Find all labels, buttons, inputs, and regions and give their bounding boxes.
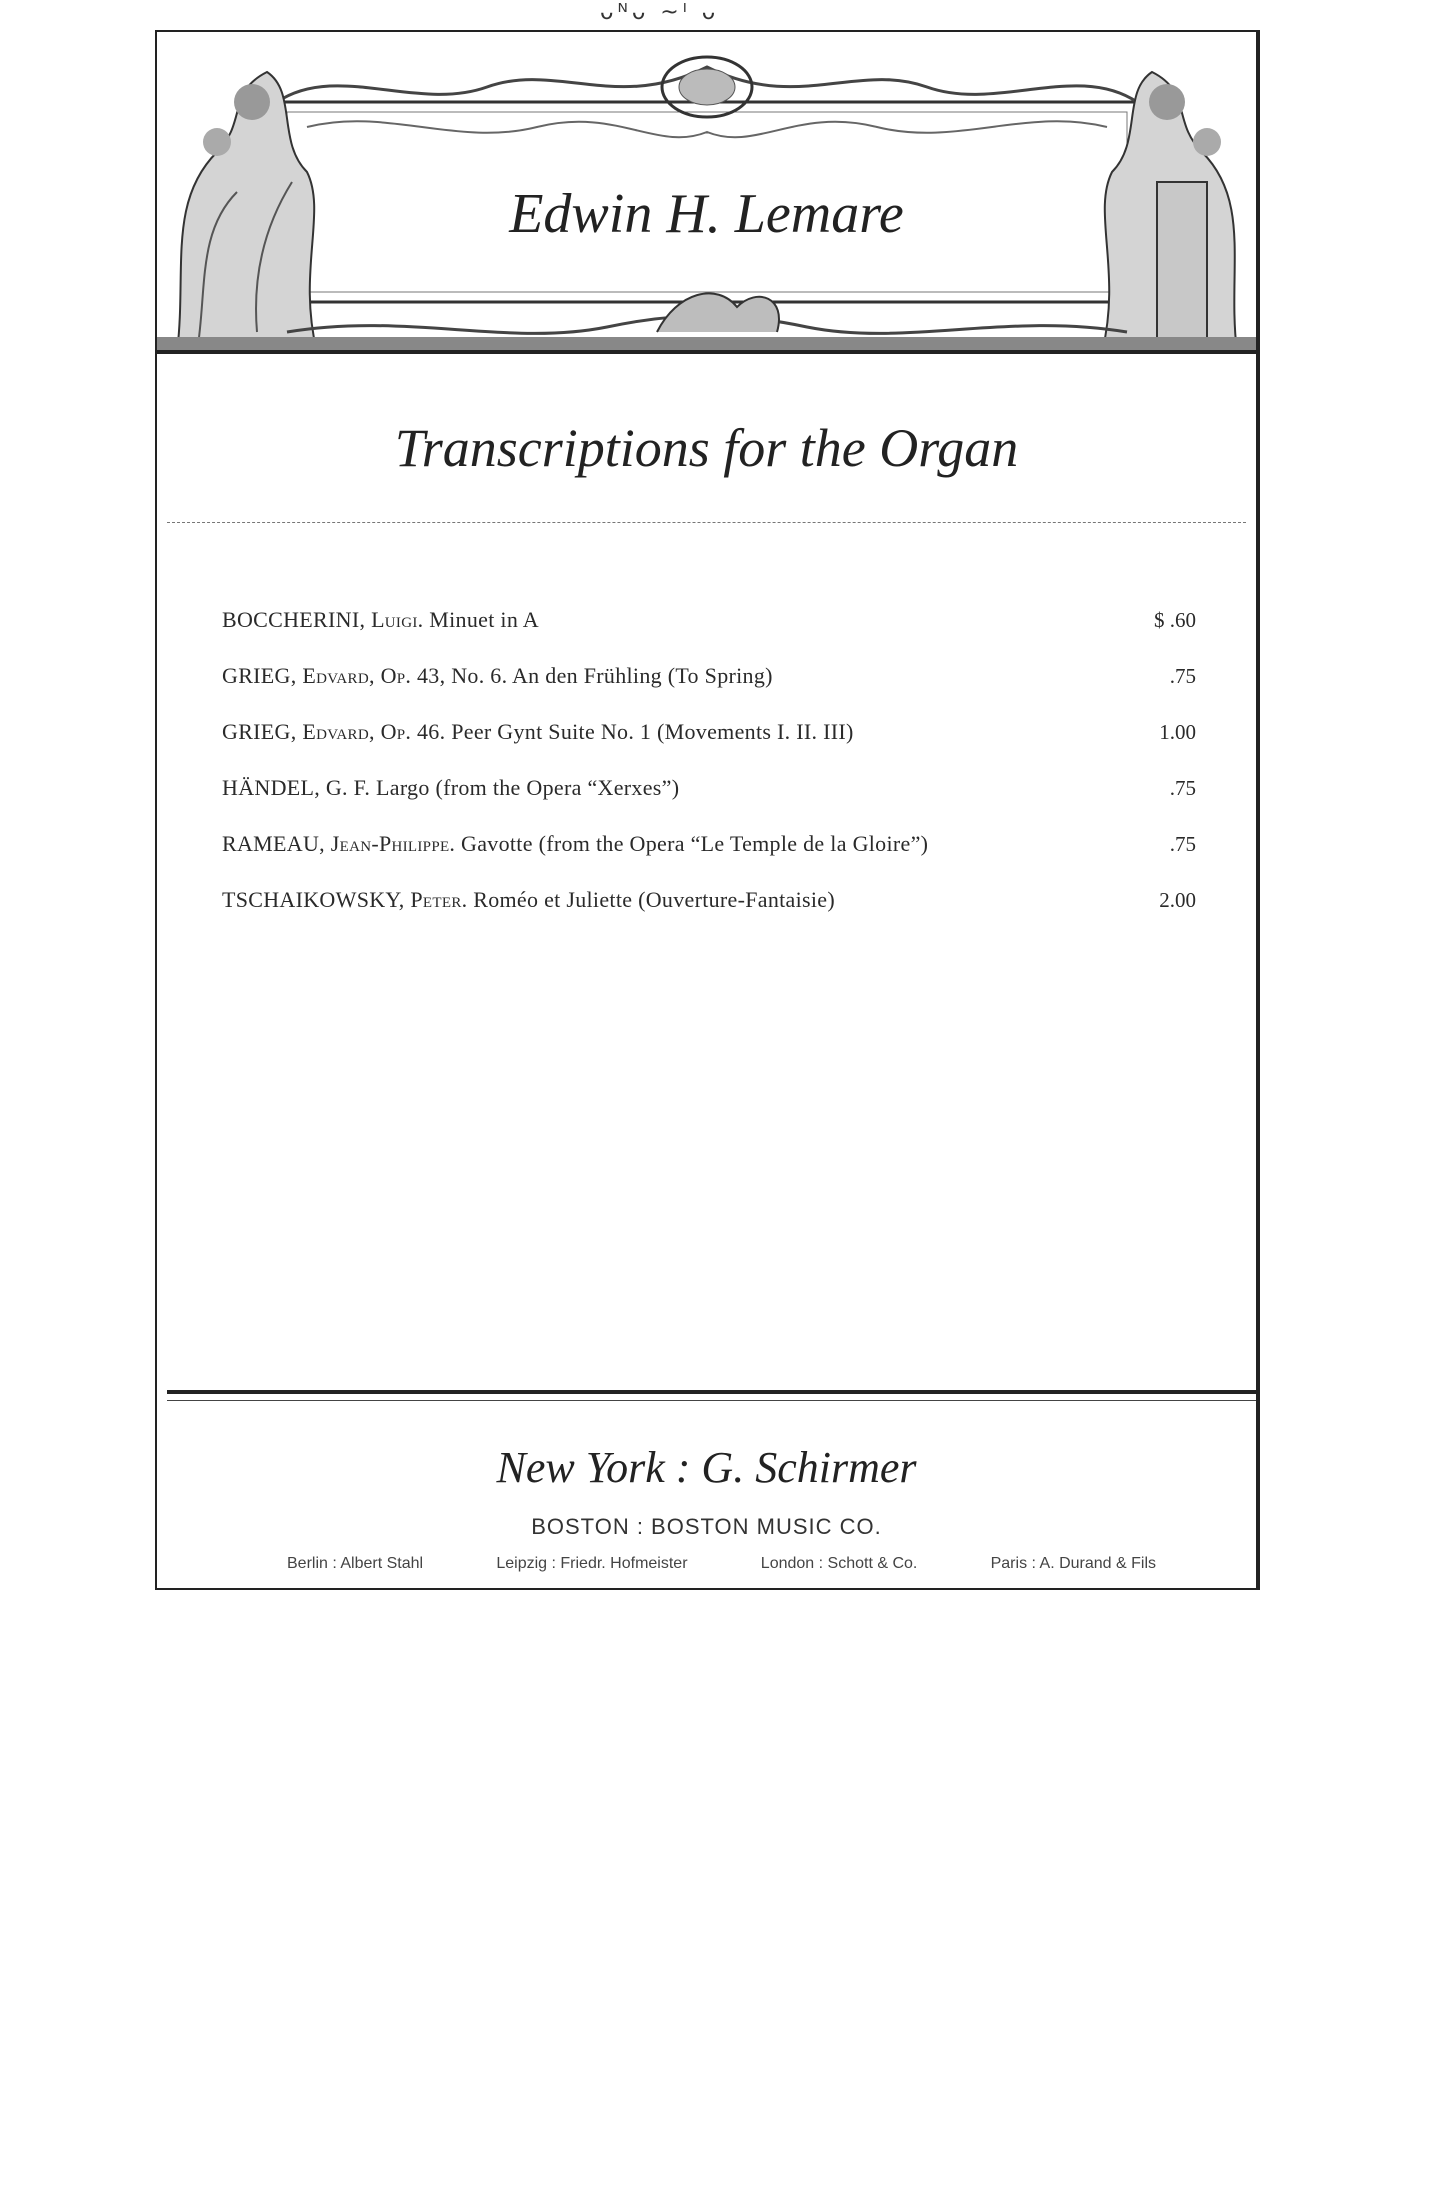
list-item: TSCHAIKOWSKY, Peter. Roméo et Juliette (Ouverture-Fantaisie) 2.00	[222, 887, 1196, 912]
agent-berlin: Berlin : Albert Stahl	[287, 1555, 424, 1572]
top-fragment-mark: ᴗᴺᴗ ~ᴵ ᴗ	[600, 0, 720, 25]
price: .75	[1169, 832, 1196, 856]
publisher-agents	[287, 1555, 1156, 1573]
price: $ .60	[1154, 608, 1196, 632]
divider	[167, 522, 1246, 523]
price: 2.00	[1159, 888, 1196, 912]
publisher-main: New York : G. Schirmer	[496, 1443, 917, 1492]
price: 1.00	[1159, 720, 1196, 744]
collection-title: Transcriptions for the Organ	[394, 418, 1019, 478]
list-item: HÄNDEL, G. F. Largo (from the Opera “Xerxes”) .75	[222, 775, 1196, 800]
ornamental-banner	[157, 32, 1256, 354]
list-item: GRIEG, Edvard, Op. 43, No. 6. An den Frühling (To Spring) .75	[222, 663, 1196, 688]
catalog-list	[222, 607, 1196, 943]
publisher-boston: BOSTON : BOSTON MUSIC CO.	[531, 1514, 882, 1539]
footer-rule-thin	[167, 1400, 1256, 1401]
list-item: BOCCHERINI, Luigi. Minuet in A $ .60	[222, 607, 1196, 632]
list-item: RAMEAU, Jean-Philippe. Gavotte (from the Opera “Le Temple de la Gloire”) .75	[222, 831, 1196, 856]
price: .75	[1169, 664, 1196, 688]
list-item: GRIEG, Edvard, Op. 46. Peer Gynt Suite No. 1 (Movements I. II. III) 1.00	[222, 719, 1196, 744]
price: .75	[1169, 776, 1196, 800]
agent-paris: Paris : A. Durand & Fils	[990, 1555, 1156, 1572]
composer-name: Edwin H. Lemare	[509, 183, 904, 245]
footer-rule	[167, 1390, 1256, 1394]
title-page-frame	[155, 30, 1260, 1590]
agent-leipzig: Leipzig : Friedr. Hofmeister	[496, 1555, 688, 1572]
agent-london: London : Schott & Co.	[760, 1555, 918, 1572]
